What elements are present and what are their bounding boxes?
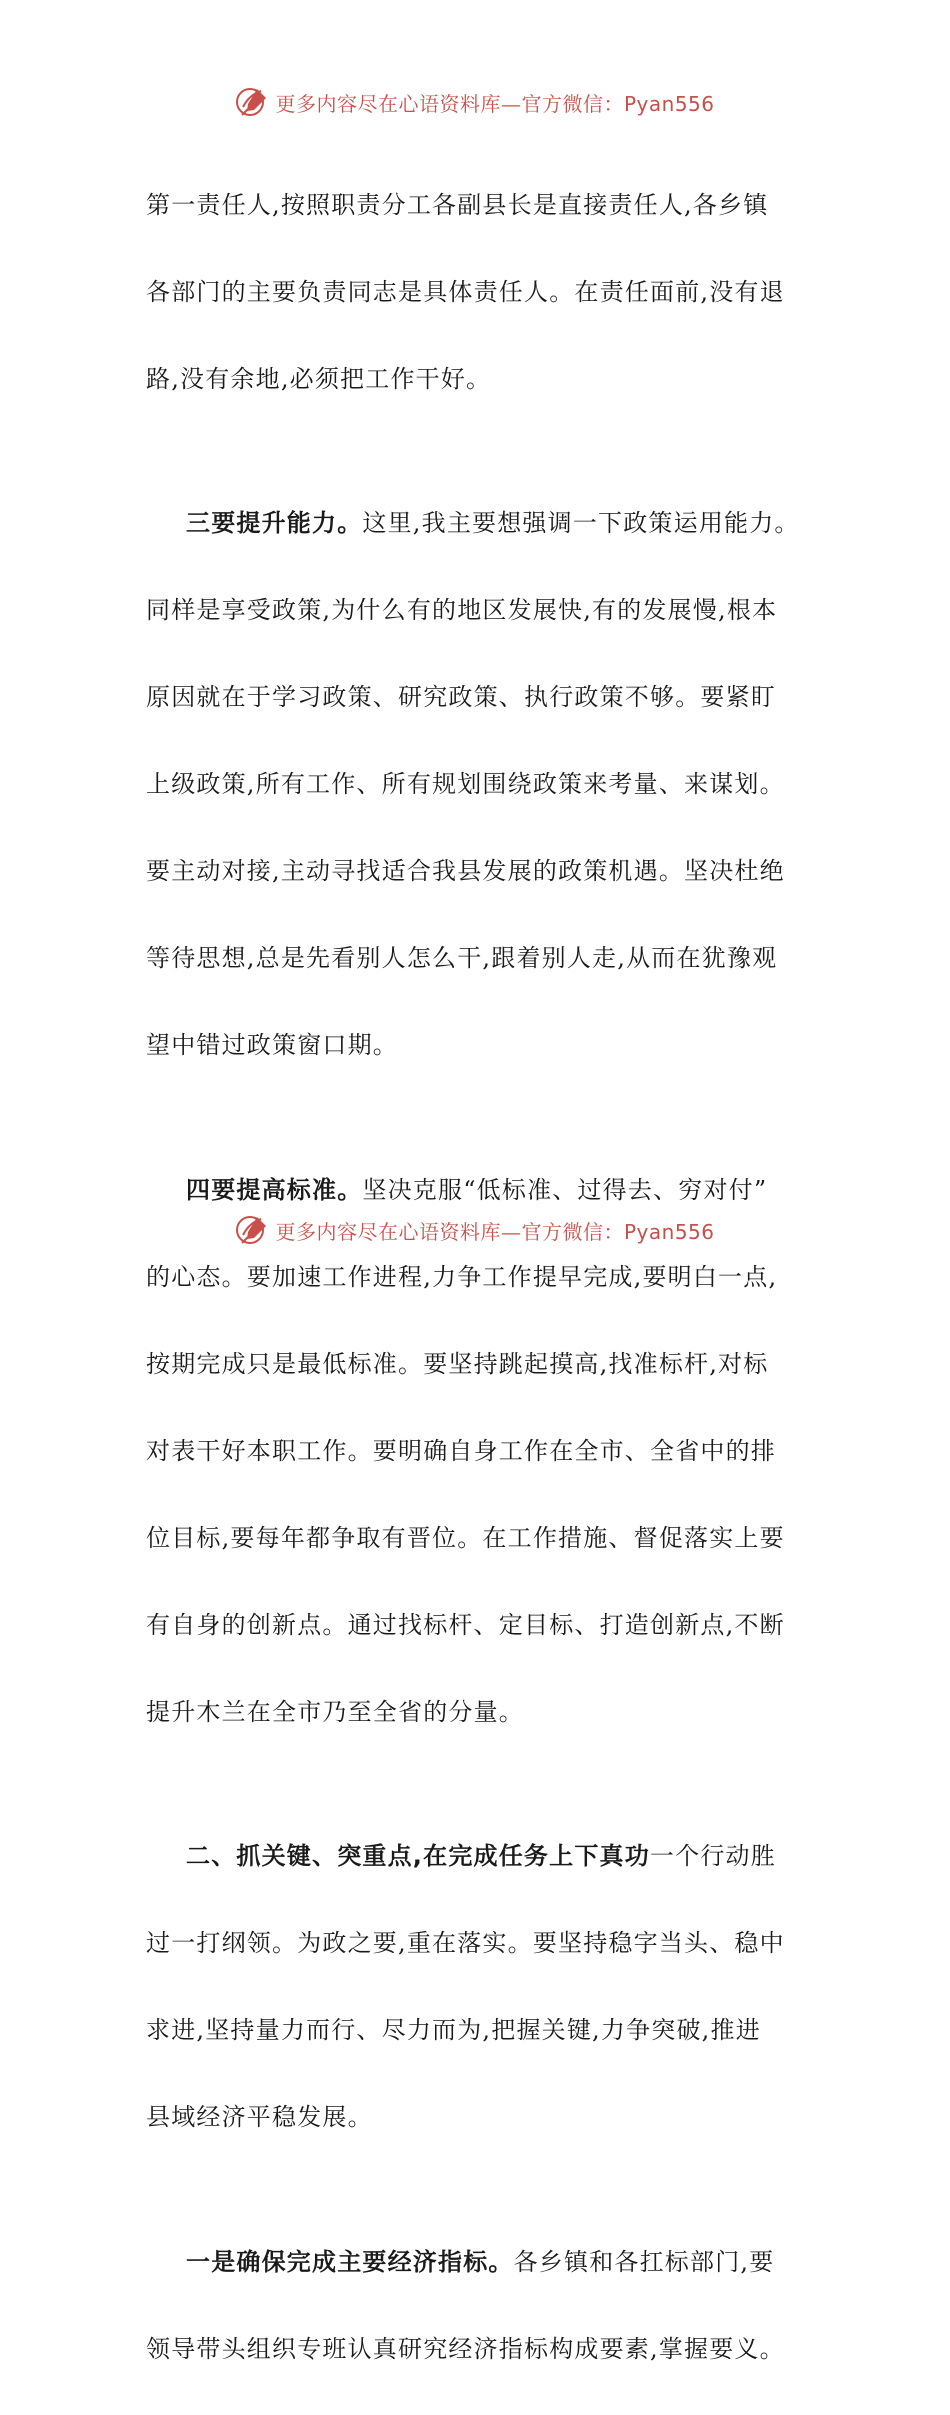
section-heading: 二、抓关键、突重点,在完成任务上下真功 (186, 1842, 650, 1870)
text-line: 第一责任人,按照职责分工各副县长是直接责任人,各乡镇 (146, 190, 769, 219)
text-line: 原因就在于学习政策、研究政策、执行政策不够。要紧盯 (146, 683, 776, 711)
text-line: 领导带头组织专班认真研究经济指标构成要素,掌握要义。 (146, 2334, 785, 2363)
text-line: 路,没有余地,必须把工作干好。 (146, 364, 492, 393)
text-line: 等待思想,总是先看别人怎么干,跟着别人走,从而在犹豫观 (146, 944, 778, 972)
header-banner (0, 80, 950, 124)
paragraph-4 (146, 1792, 836, 2184)
text-line: 有自身的创新点。通过找标杆、定目标、打造创新点,不断 (146, 1610, 785, 1639)
document-body (146, 140, 836, 2415)
text-line: 要主动对接,主动寻找适合我县发展的政策机遇。坚决杜绝 (146, 857, 785, 885)
text-line: 求进,坚持量力而行、尽力而为,把握关键,力争突破,推进 (146, 2016, 761, 2044)
text-line: 四要提高标准。坚决克服“低标准、过得去、穷对付” (186, 1175, 768, 1204)
text-line: 望中错过政策窗口期。 (146, 1031, 398, 1059)
text-line: 一是确保完成主要经济指标。各乡镇和各扛标部门,要 (186, 2247, 775, 2276)
paragraph-5 (146, 2197, 836, 2415)
text-line: 对表干好本职工作。要明确自身工作在全市、全省中的排 (146, 1436, 776, 1465)
pen-logo-icon (235, 85, 269, 119)
text-line: 同样是享受政策,为什么有的地区发展快,有的发展慢,根本 (146, 596, 778, 624)
header-wechat-id: Pyan556 (623, 91, 715, 116)
text-line: 三要提升能力。这里,我主要想强调一下政策运用能力。 (186, 509, 800, 537)
text-line: 县域经济平稳发展。 (146, 2103, 373, 2131)
section-heading: 四要提高标准。 (186, 1175, 363, 1204)
text-line: 上级政策,所有工作、所有规划围绕政策来考量、来谋划。 (146, 770, 785, 798)
paragraph-2 (146, 459, 836, 1112)
text-line: 各部门的主要负责同志是具体责任人。在责任面前,没有退 (146, 277, 785, 306)
text-line: 提升木兰在全市乃至全省的分量。 (146, 1697, 524, 1726)
text-line: 过一打纲领。为政之要,重在落实。要坚持稳字当头、稳中 (146, 1929, 785, 1957)
section-heading: 三要提升能力。 (186, 509, 363, 537)
header-text: 更多内容尽在心语资料库—官方微信：Pyan556 (275, 91, 715, 116)
footer-banner (0, 1208, 950, 1252)
text-line: 的心态。要加速工作进程,力争工作提早完成,要明白一点, (146, 1262, 778, 1291)
paragraph-1 (146, 140, 836, 445)
section-heading: 一是确保完成主要经济指标。 (186, 2247, 514, 2276)
pen-logo-icon (235, 1213, 269, 1247)
footer-wechat-id: Pyan556 (623, 1219, 715, 1244)
footer-text: 更多内容尽在心语资料库—官方微信：Pyan556 (275, 1219, 715, 1244)
text-line: 二、抓关键、突重点,在完成任务上下真功一个行动胜 (186, 1842, 776, 1870)
text-line: 位目标,要每年都争取有晋位。在工作措施、督促落实上要 (146, 1523, 785, 1552)
text-line: 按期完成只是最低标准。要坚持跳起摸高,找准标杆,对标 (146, 1349, 769, 1378)
